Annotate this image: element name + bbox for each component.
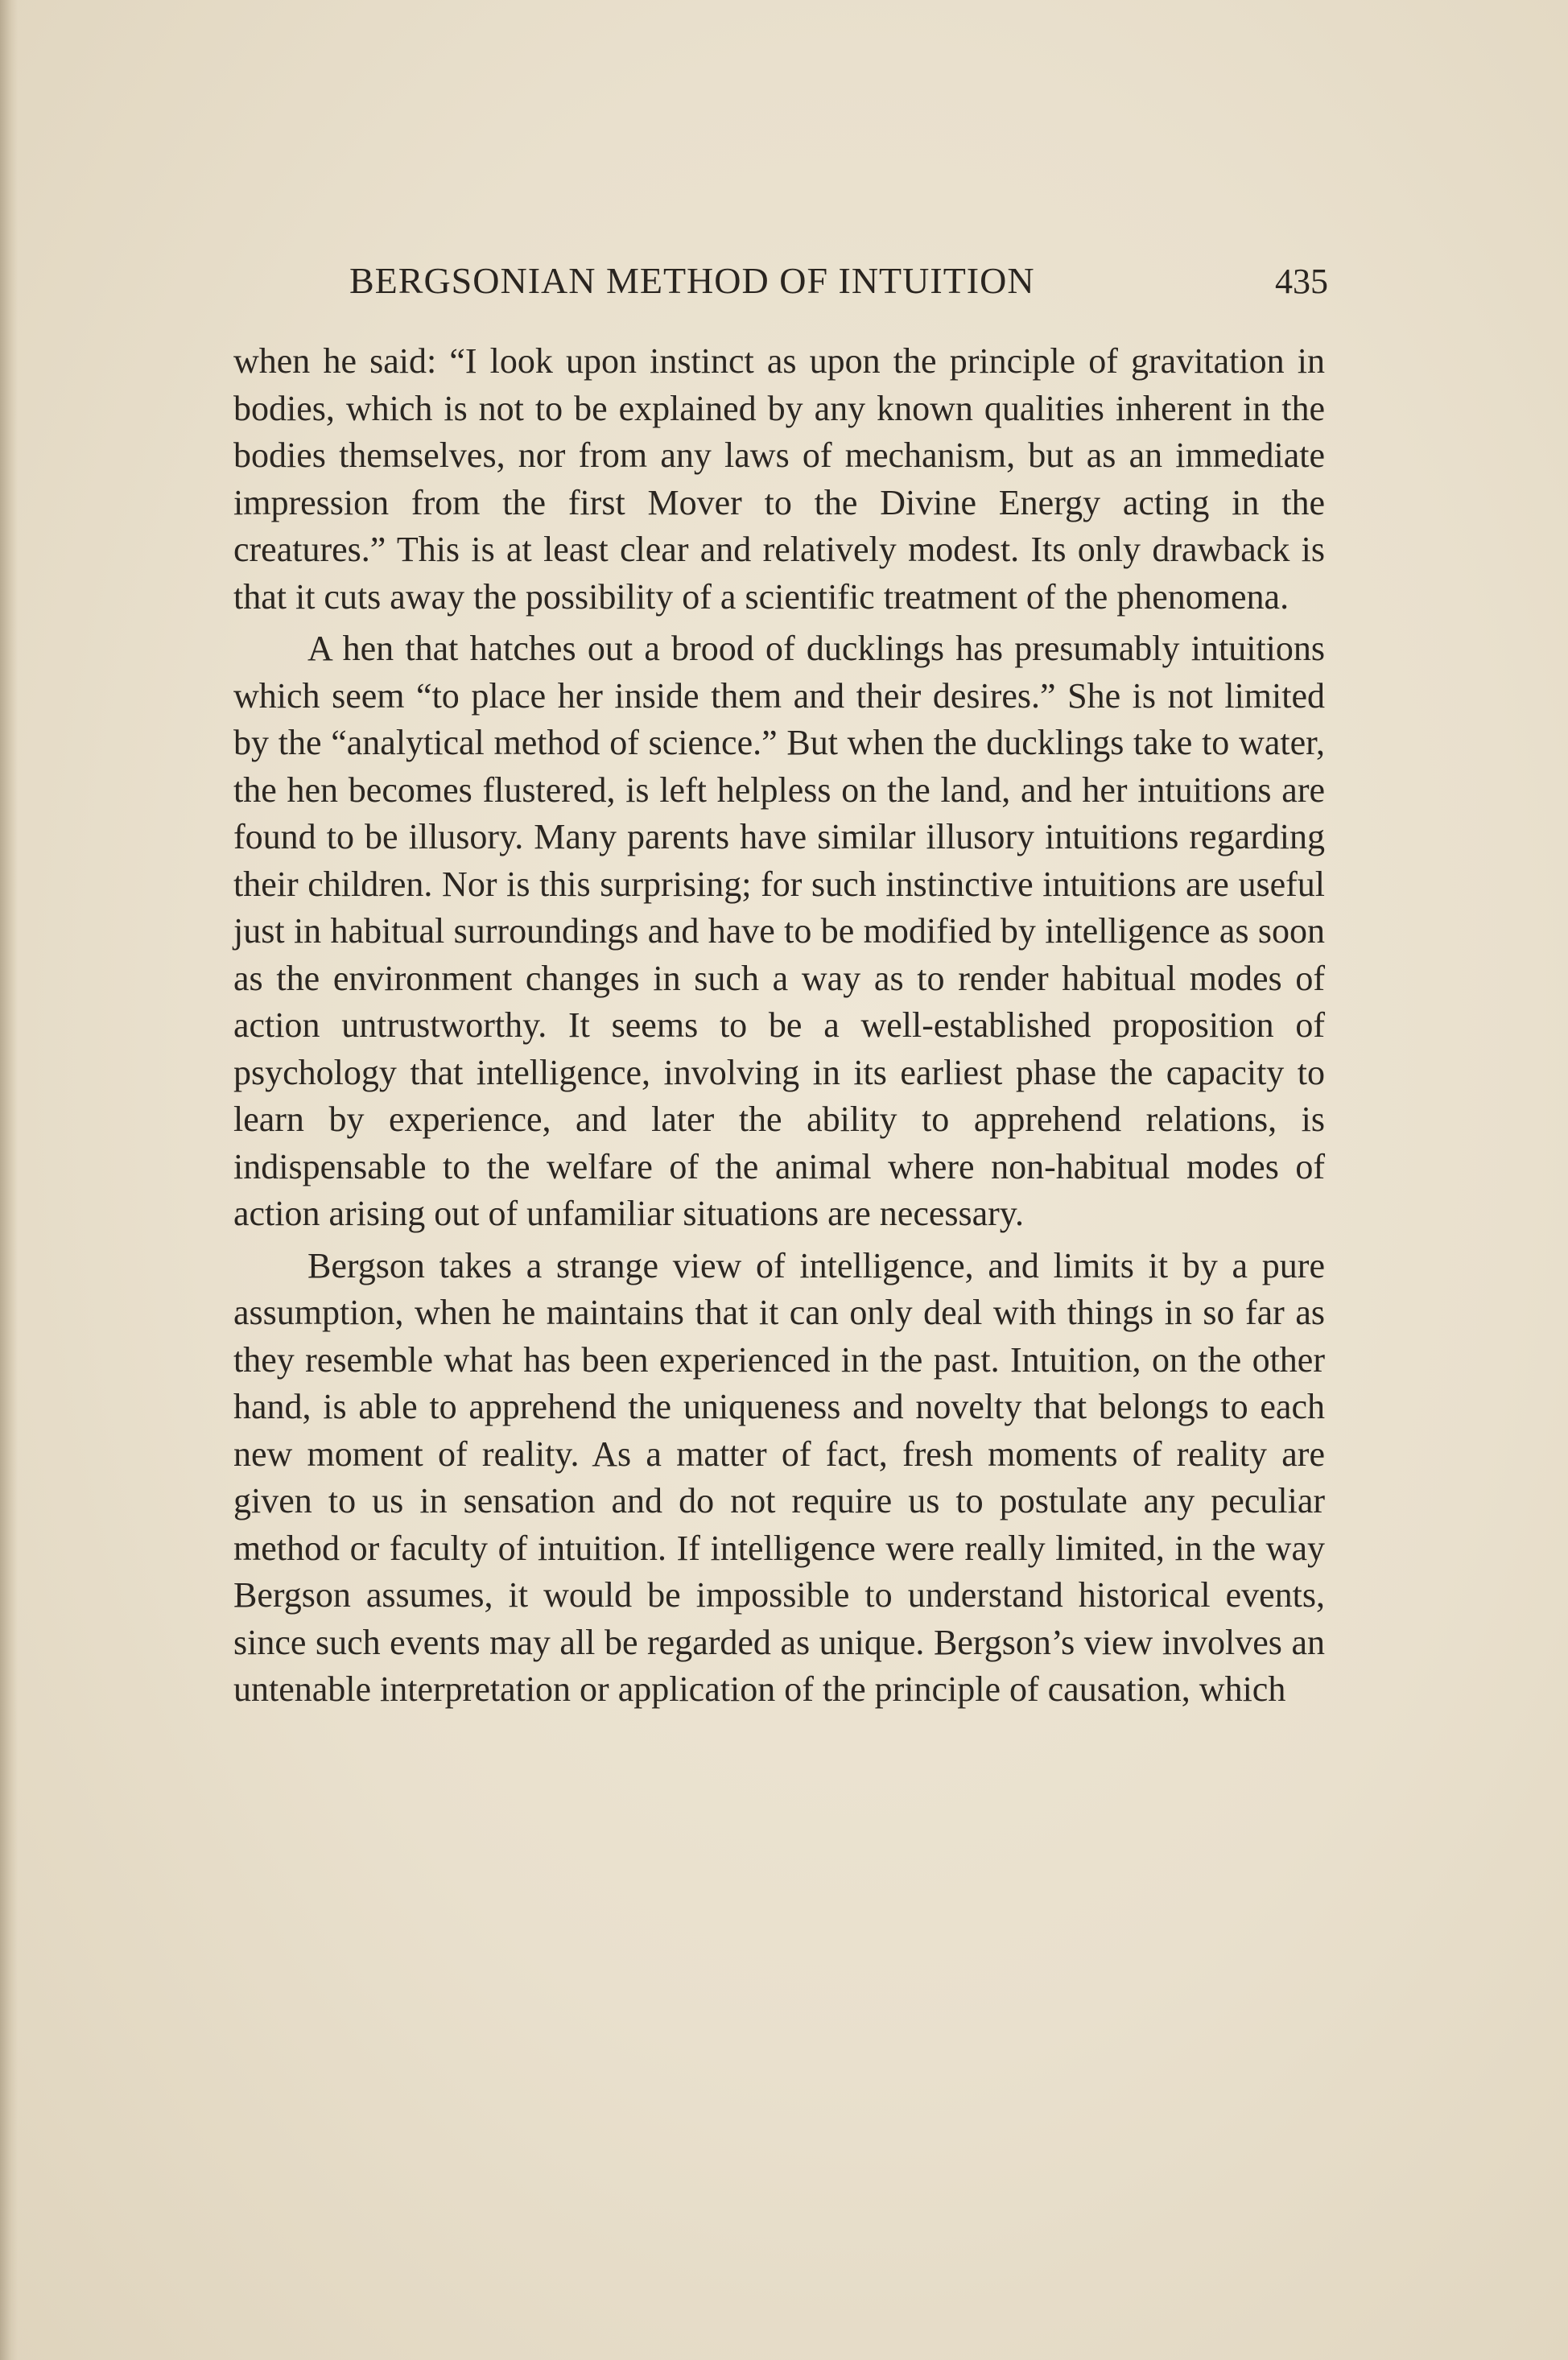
running-title: BERGSONIAN METHOD OF INTUITION xyxy=(349,260,1035,301)
paragraph-bergson: Bergson takes a strange view of intelligence, and limits it by a pure assumption, when he maintains that it can only deal with things in so far as they resemble what has been experienced in the past. Intuition, on the other hand, is able to apprehend the uniqueness and novelty that belongs to each new moment of reality. As a matter of fact, fresh moments of reality are given to us in sensation and do not require us to postulate any peculiar method or faculty of intuition. If intelligence were really limited, in the way Bergson assumes, it would be impossible to understand historical events, since such events may all be regarded as unique. Bergson’s view involves an untenable interpretation or application of the principle of causation, which xyxy=(233,1245,1325,1709)
page-gutter-shadow xyxy=(0,0,18,2360)
page-number: 435 xyxy=(1275,262,1328,301)
paragraph-continued: when he said: “I look upon instinct as upon the principle of gravitation in bodies, which is not to be explained by any known qualities inherent in the bodies themselves, nor from any laws of mechanism, but as an immediate impression from the first Mover to the Divine Energy acting in the creatures.” This is at least clear and relatively modest. Its only drawback is that it cuts away the possibility of a scientific treatment of the phenomena. xyxy=(233,341,1325,617)
paragraph-hen: A hen that hatches out a brood of ducklings has presumably intuitions which seem “to place her inside them and their desires.” She is not limited by the “analytical method of science.” But when the ducklings take to water, the hen becomes flustered, is left helpless on the land, and her intuitions are found to be illusory. Many parents have similar illusory intuitions regarding their children. Nor is this surprising; for such instinctive intuitions are useful just in habitual surroundings and have to be modified by intelligence as soon as the environment changes in such a way as to render habitual modes of action untrustworthy. It seems to be a well-established proposition of psychology that intelligence, involving in its earliest phase the capacity to learn by experience, and later the ability to apprehend relations, is indispensable to the welfare of the animal where non-habitual modes of action arising out of unfamiliar situations are necessary. xyxy=(233,629,1325,1233)
body-text xyxy=(233,338,1325,1714)
running-head xyxy=(349,259,1328,307)
